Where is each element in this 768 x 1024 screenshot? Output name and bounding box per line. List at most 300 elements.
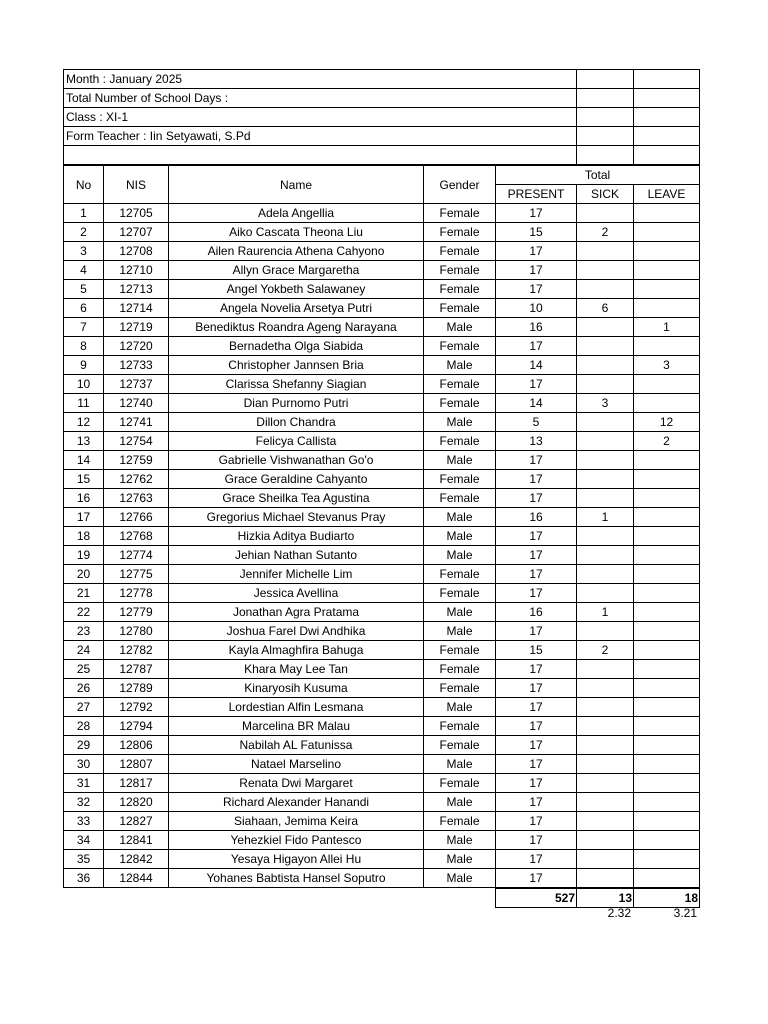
cell-no[interactable]: 24 (64, 641, 104, 660)
cell-no[interactable]: 31 (64, 774, 104, 793)
cell-nis[interactable]: 12794 (104, 717, 169, 736)
cell-leave[interactable] (634, 508, 700, 527)
cell-present[interactable]: 16 (496, 508, 577, 527)
cell-name[interactable]: Dian Purnomo Putri (169, 394, 424, 413)
cell-name[interactable]: Gregorius Michael Stevanus Pray (169, 508, 424, 527)
cell-sick[interactable] (577, 565, 634, 584)
cell-sick[interactable] (577, 242, 634, 261)
cell-nis[interactable]: 12787 (104, 660, 169, 679)
cell-name[interactable]: Angela Novelia Arsetya Putri (169, 299, 424, 318)
cell-nis[interactable]: 12817 (104, 774, 169, 793)
cell-gender[interactable]: Male (424, 413, 496, 432)
col-header-name[interactable]: Name (169, 166, 424, 204)
col-header-total[interactable]: Total (496, 166, 700, 185)
cell-nis[interactable]: 12719 (104, 318, 169, 337)
cell-gender[interactable]: Female (424, 717, 496, 736)
table-row (64, 261, 700, 280)
cell-name[interactable]: Jehian Nathan Sutanto (169, 546, 424, 565)
cell-present[interactable]: 17 (496, 565, 577, 584)
cell-no[interactable]: 1 (64, 204, 104, 223)
cell-name[interactable]: Hizkia Aditya Budiarto (169, 527, 424, 546)
cell-present[interactable]: 17 (496, 717, 577, 736)
cell-sick[interactable] (577, 470, 634, 489)
cell-name[interactable]: Nabilah AL Fatunissa (169, 736, 424, 755)
cell-name[interactable]: Marcelina BR Malau (169, 717, 424, 736)
cell-no[interactable]: 10 (64, 375, 104, 394)
cell-no[interactable]: 9 (64, 356, 104, 375)
cell-name[interactable]: Grace Geraldine Cahyanto (169, 470, 424, 489)
cell-gender[interactable]: Female (424, 242, 496, 261)
cell-no[interactable]: 26 (64, 679, 104, 698)
cell-present[interactable]: 17 (496, 584, 577, 603)
cell-gender[interactable]: Male (424, 831, 496, 850)
cell-leave[interactable]: 1 (634, 318, 700, 337)
cell-nis[interactable]: 12759 (104, 451, 169, 470)
cell-sick[interactable] (577, 831, 634, 850)
cell-no[interactable]: 27 (64, 698, 104, 717)
cell-no[interactable]: 36 (64, 869, 104, 888)
cell-sick[interactable] (577, 755, 634, 774)
table-row (64, 242, 700, 261)
col-header-present[interactable]: PRESENT (496, 185, 577, 204)
cell-no[interactable]: 8 (64, 337, 104, 356)
cell-present[interactable]: 15 (496, 223, 577, 242)
cell-nis[interactable]: 12714 (104, 299, 169, 318)
cell-present[interactable]: 16 (496, 318, 577, 337)
cell[interactable] (634, 70, 700, 89)
cell-gender[interactable]: Female (424, 812, 496, 831)
cell-nis[interactable]: 12782 (104, 641, 169, 660)
cell-sick[interactable]: 1 (577, 508, 634, 527)
cell-name[interactable]: Yehezkiel Fido Pantesco (169, 831, 424, 850)
total-leave[interactable]: 18 (634, 889, 700, 908)
cell[interactable] (577, 127, 634, 146)
cell-leave[interactable] (634, 793, 700, 812)
cell-leave[interactable] (634, 831, 700, 850)
cell-gender[interactable]: Female (424, 641, 496, 660)
cell-nis[interactable]: 12841 (104, 831, 169, 850)
cell-gender[interactable]: Male (424, 508, 496, 527)
cell-sick[interactable]: 3 (577, 394, 634, 413)
cell-nis[interactable]: 12710 (104, 261, 169, 280)
cell-nis[interactable]: 12775 (104, 565, 169, 584)
cell-sick[interactable] (577, 793, 634, 812)
cell-nis[interactable]: 12774 (104, 546, 169, 565)
table-row (64, 850, 700, 869)
cell-present[interactable]: 17 (496, 755, 577, 774)
cell-sick[interactable] (577, 812, 634, 831)
table-row (64, 698, 700, 717)
cell-sick[interactable] (577, 432, 634, 451)
attendance-table (63, 165, 700, 888)
cell-leave[interactable]: 12 (634, 413, 700, 432)
table-row (64, 318, 700, 337)
cell-no[interactable]: 4 (64, 261, 104, 280)
cell-leave[interactable] (634, 850, 700, 869)
cell-no[interactable]: 20 (64, 565, 104, 584)
cell-nis[interactable]: 12806 (104, 736, 169, 755)
cell-name[interactable]: Lordestian Alfin Lesmana (169, 698, 424, 717)
cell-gender[interactable]: Female (424, 660, 496, 679)
cell-sick[interactable] (577, 774, 634, 793)
cell-present[interactable]: 10 (496, 299, 577, 318)
cell-present[interactable]: 17 (496, 831, 577, 850)
cell-sick[interactable] (577, 489, 634, 508)
cell[interactable] (64, 146, 577, 165)
cell-name[interactable]: Kinaryosih Kusuma (169, 679, 424, 698)
cell-nis[interactable]: 12827 (104, 812, 169, 831)
table-row (64, 489, 700, 508)
cell-no[interactable]: 29 (64, 736, 104, 755)
cell-nis[interactable]: 12737 (104, 375, 169, 394)
cell-name[interactable]: Natael Marselino (169, 755, 424, 774)
table-row (64, 432, 700, 451)
school-days-label[interactable]: Total Number of School Days : (64, 89, 577, 108)
cell-sick[interactable] (577, 375, 634, 394)
cell-no[interactable]: 28 (64, 717, 104, 736)
cell-sick[interactable] (577, 451, 634, 470)
cell-gender[interactable]: Female (424, 280, 496, 299)
cell[interactable] (577, 146, 634, 165)
cell-name[interactable]: Richard Alexander Hanandi (169, 793, 424, 812)
cell-sick[interactable] (577, 204, 634, 223)
col-header-sick[interactable]: SICK (577, 185, 634, 204)
cell-nis[interactable]: 12733 (104, 356, 169, 375)
cell-nis[interactable]: 12754 (104, 432, 169, 451)
col-header-gender[interactable]: Gender (424, 166, 496, 204)
cell-sick[interactable]: 1 (577, 603, 634, 622)
cell-present[interactable]: 17 (496, 793, 577, 812)
cell-no[interactable]: 15 (64, 470, 104, 489)
cell-present[interactable]: 17 (496, 489, 577, 508)
col-header-leave[interactable]: LEAVE (634, 185, 700, 204)
cell-present[interactable]: 17 (496, 337, 577, 356)
cell-gender[interactable]: Female (424, 584, 496, 603)
totals-wrapper (63, 888, 699, 906)
cell-leave[interactable] (634, 736, 700, 755)
cell-name[interactable]: Jessica Avellina (169, 584, 424, 603)
cell-gender[interactable]: Female (424, 565, 496, 584)
col-header-nis[interactable]: NIS (104, 166, 169, 204)
cell-name[interactable]: Grace Sheilka Tea Agustina (169, 489, 424, 508)
cell-leave[interactable] (634, 565, 700, 584)
cell-leave[interactable] (634, 679, 700, 698)
cell-present[interactable]: 14 (496, 356, 577, 375)
cell-name[interactable]: Allyn Grace Margaretha (169, 261, 424, 280)
cell[interactable] (634, 146, 700, 165)
table-row (64, 546, 700, 565)
cell-present[interactable]: 13 (496, 432, 577, 451)
cell-gender[interactable]: Female (424, 204, 496, 223)
cell-gender[interactable]: Male (424, 356, 496, 375)
cell-sick[interactable]: 6 (577, 299, 634, 318)
cell-no[interactable]: 33 (64, 812, 104, 831)
cell-leave[interactable] (634, 489, 700, 508)
cell-gender[interactable]: Female (424, 774, 496, 793)
cell-leave[interactable] (634, 774, 700, 793)
cell-nis[interactable]: 12705 (104, 204, 169, 223)
cell-no[interactable]: 11 (64, 394, 104, 413)
cell-no[interactable]: 30 (64, 755, 104, 774)
cell-gender[interactable]: Female (424, 470, 496, 489)
cell-leave[interactable]: 3 (634, 356, 700, 375)
cell-nis[interactable]: 12778 (104, 584, 169, 603)
cell-name[interactable]: Christopher Jannsen Bria (169, 356, 424, 375)
cell-present[interactable]: 15 (496, 641, 577, 660)
cell-name[interactable]: Bernadetha Olga Siabida (169, 337, 424, 356)
cell-gender[interactable]: Male (424, 622, 496, 641)
cell-leave[interactable] (634, 204, 700, 223)
cell-present[interactable]: 17 (496, 242, 577, 261)
cell-no[interactable]: 32 (64, 793, 104, 812)
cell-present[interactable]: 17 (496, 812, 577, 831)
cell-present[interactable]: 17 (496, 660, 577, 679)
cell-sick[interactable] (577, 622, 634, 641)
cell-present[interactable]: 17 (496, 546, 577, 565)
cell-no[interactable]: 3 (64, 242, 104, 261)
cell-no[interactable]: 34 (64, 831, 104, 850)
cell-present[interactable]: 17 (496, 375, 577, 394)
cell-present[interactable]: 17 (496, 261, 577, 280)
cell-sick[interactable] (577, 698, 634, 717)
cell-name[interactable]: Siahaan, Jemima Keira (169, 812, 424, 831)
cell[interactable] (577, 70, 634, 89)
cell-no[interactable]: 21 (64, 584, 104, 603)
cell-present[interactable]: 17 (496, 679, 577, 698)
cell-name[interactable]: Clarissa Shefanny Siagian (169, 375, 424, 394)
cell-leave[interactable] (634, 812, 700, 831)
cell-name[interactable]: Adela Angellia (169, 204, 424, 223)
cell-gender[interactable]: Female (424, 394, 496, 413)
cell-gender[interactable]: Female (424, 375, 496, 394)
cell-sick[interactable] (577, 337, 634, 356)
cell-gender[interactable]: Male (424, 869, 496, 888)
cell-sick[interactable] (577, 850, 634, 869)
cell-nis[interactable]: 12707 (104, 223, 169, 242)
cell-name[interactable]: Aiko Cascata Theona Liu (169, 223, 424, 242)
cell-present[interactable]: 17 (496, 850, 577, 869)
cell-name[interactable]: Jennifer Michelle Lim (169, 565, 424, 584)
cell-gender[interactable]: Female (424, 679, 496, 698)
cell-gender[interactable]: Male (424, 755, 496, 774)
cell-no[interactable]: 18 (64, 527, 104, 546)
cell-leave[interactable] (634, 394, 700, 413)
cell-leave[interactable] (634, 299, 700, 318)
cell-name[interactable]: Angel Yokbeth Salawaney (169, 280, 424, 299)
cell-sick[interactable] (577, 546, 634, 565)
cell-leave[interactable] (634, 261, 700, 280)
cell-gender[interactable]: Female (424, 223, 496, 242)
cell-present[interactable]: 16 (496, 603, 577, 622)
cell-leave[interactable] (634, 527, 700, 546)
cell-leave[interactable] (634, 869, 700, 888)
cell-leave[interactable] (634, 755, 700, 774)
cell-no[interactable]: 5 (64, 280, 104, 299)
cell-present[interactable]: 17 (496, 698, 577, 717)
cell-present[interactable]: 17 (496, 622, 577, 641)
cell-nis[interactable]: 12842 (104, 850, 169, 869)
cell-sick[interactable] (577, 869, 634, 888)
cell-leave[interactable] (634, 622, 700, 641)
cell[interactable] (577, 89, 634, 108)
cell-name[interactable]: Jonathan Agra Pratama (169, 603, 424, 622)
cell-leave[interactable] (634, 242, 700, 261)
cell-sick[interactable]: 2 (577, 223, 634, 242)
table-row (64, 470, 700, 489)
cell-sick[interactable] (577, 679, 634, 698)
total-present[interactable]: 527 (496, 889, 577, 908)
cell-sick[interactable] (577, 318, 634, 337)
cell-no[interactable]: 7 (64, 318, 104, 337)
cell-name[interactable]: Renata Dwi Margaret (169, 774, 424, 793)
cell[interactable] (634, 127, 700, 146)
cell-no[interactable]: 6 (64, 299, 104, 318)
cell-no[interactable]: 35 (64, 850, 104, 869)
table-row (64, 831, 700, 850)
cell-no[interactable]: 22 (64, 603, 104, 622)
cell[interactable] (634, 108, 700, 127)
cell-nis[interactable]: 12708 (104, 242, 169, 261)
averages-wrapper (63, 906, 699, 924)
table-row (64, 375, 700, 394)
cell-no[interactable]: 25 (64, 660, 104, 679)
cell-name[interactable]: Benediktus Roandra Ageng Narayana (169, 318, 424, 337)
cell-leave[interactable] (634, 584, 700, 603)
cell-sick[interactable] (577, 280, 634, 299)
cell-nis[interactable]: 12713 (104, 280, 169, 299)
cell-leave[interactable]: 2 (634, 432, 700, 451)
cell-no[interactable]: 23 (64, 622, 104, 641)
cell-leave[interactable] (634, 451, 700, 470)
cell-leave[interactable] (634, 546, 700, 565)
cell-sick[interactable] (577, 261, 634, 280)
cell-nis[interactable]: 12780 (104, 622, 169, 641)
cell-leave[interactable] (634, 660, 700, 679)
cell-gender[interactable]: Female (424, 736, 496, 755)
cell-sick[interactable] (577, 584, 634, 603)
table-row (64, 394, 700, 413)
cell-leave[interactable] (634, 470, 700, 489)
cell-gender[interactable]: Female (424, 337, 496, 356)
cell-nis[interactable]: 12807 (104, 755, 169, 774)
cell-gender[interactable]: Male (424, 698, 496, 717)
cell-gender[interactable]: Female (424, 299, 496, 318)
table-row (64, 793, 700, 812)
cell-name[interactable]: Yohanes Babtista Hansel Soputro (169, 869, 424, 888)
table-row (64, 204, 700, 223)
attendance-rows (64, 204, 700, 888)
table-row (64, 451, 700, 470)
col-header-no[interactable]: No (64, 166, 104, 204)
cell-present[interactable]: 17 (496, 204, 577, 223)
cell-name[interactable]: Felicya Callista (169, 432, 424, 451)
cell-present[interactable]: 17 (496, 280, 577, 299)
cell[interactable] (634, 89, 700, 108)
cell-nis[interactable]: 12779 (104, 603, 169, 622)
cell-name[interactable]: Kayla Almaghfira Bahuga (169, 641, 424, 660)
cell-nis[interactable]: 12720 (104, 337, 169, 356)
cell-no[interactable]: 2 (64, 223, 104, 242)
cell-sick[interactable] (577, 356, 634, 375)
cell-leave[interactable] (634, 280, 700, 299)
cell[interactable] (577, 108, 634, 127)
form-teacher-label[interactable]: Form Teacher : Iin Setyawati, S.Pd (64, 127, 577, 146)
cell-sick[interactable] (577, 717, 634, 736)
total-sick[interactable]: 13 (577, 889, 634, 908)
cell-name[interactable]: Khara May Lee Tan (169, 660, 424, 679)
cell-present[interactable]: 17 (496, 527, 577, 546)
cell-name[interactable]: Joshua Farel Dwi Andhika (169, 622, 424, 641)
cell-gender[interactable]: Male (424, 850, 496, 869)
cell-leave[interactable] (634, 375, 700, 394)
month-label[interactable]: Month : January 2025 (64, 70, 577, 89)
cell-leave[interactable] (634, 717, 700, 736)
cell-nis[interactable]: 12768 (104, 527, 169, 546)
cell-present[interactable]: 17 (496, 470, 577, 489)
average-sick[interactable]: 2.32 (607, 906, 631, 920)
cell-gender[interactable]: Female (424, 261, 496, 280)
cell-no[interactable]: 12 (64, 413, 104, 432)
cell-sick[interactable] (577, 660, 634, 679)
cell-gender[interactable]: Male (424, 546, 496, 565)
cell-gender[interactable]: Male (424, 318, 496, 337)
cell-name[interactable]: Gabrielle Vishwanathan Go'o (169, 451, 424, 470)
cell-nis[interactable]: 12792 (104, 698, 169, 717)
cell-leave[interactable] (634, 641, 700, 660)
cell-nis[interactable]: 12762 (104, 470, 169, 489)
cell-leave[interactable] (634, 337, 700, 356)
average-leave[interactable]: 3.21 (673, 906, 697, 920)
cell-nis[interactable]: 12844 (104, 869, 169, 888)
table-row (64, 755, 700, 774)
class-label[interactable]: Class : XI-1 (64, 108, 577, 127)
cell-no[interactable]: 17 (64, 508, 104, 527)
cell-present[interactable]: 14 (496, 394, 577, 413)
cell-nis[interactable]: 12763 (104, 489, 169, 508)
cell-nis[interactable]: 12766 (104, 508, 169, 527)
cell-gender[interactable]: Female (424, 432, 496, 451)
cell-gender[interactable]: Female (424, 489, 496, 508)
cell-name[interactable]: Yesaya Higayon Allei Hu (169, 850, 424, 869)
cell-nis[interactable]: 12741 (104, 413, 169, 432)
cell-present[interactable]: 17 (496, 774, 577, 793)
cell-no[interactable]: 19 (64, 546, 104, 565)
cell-gender[interactable]: Male (424, 527, 496, 546)
cell-gender[interactable]: Male (424, 793, 496, 812)
cell-sick[interactable]: 2 (577, 641, 634, 660)
cell-sick[interactable] (577, 527, 634, 546)
cell-sick[interactable] (577, 736, 634, 755)
cell-gender[interactable]: Male (424, 603, 496, 622)
cell-no[interactable]: 13 (64, 432, 104, 451)
cell-no[interactable]: 16 (64, 489, 104, 508)
cell-leave[interactable] (634, 223, 700, 242)
cell-present[interactable]: 17 (496, 451, 577, 470)
cell-no[interactable]: 14 (64, 451, 104, 470)
cell-nis[interactable]: 12789 (104, 679, 169, 698)
cell-present[interactable]: 17 (496, 869, 577, 888)
cell-gender[interactable]: Male (424, 451, 496, 470)
cell-present[interactable]: 5 (496, 413, 577, 432)
cell-sick[interactable] (577, 413, 634, 432)
cell-name[interactable]: Ailen Raurencia Athena Cahyono (169, 242, 424, 261)
cell-present[interactable]: 17 (496, 736, 577, 755)
cell-nis[interactable]: 12740 (104, 394, 169, 413)
cell-leave[interactable] (634, 698, 700, 717)
cell-leave[interactable] (634, 603, 700, 622)
cell-nis[interactable]: 12820 (104, 793, 169, 812)
cell-name[interactable]: Dillon Chandra (169, 413, 424, 432)
